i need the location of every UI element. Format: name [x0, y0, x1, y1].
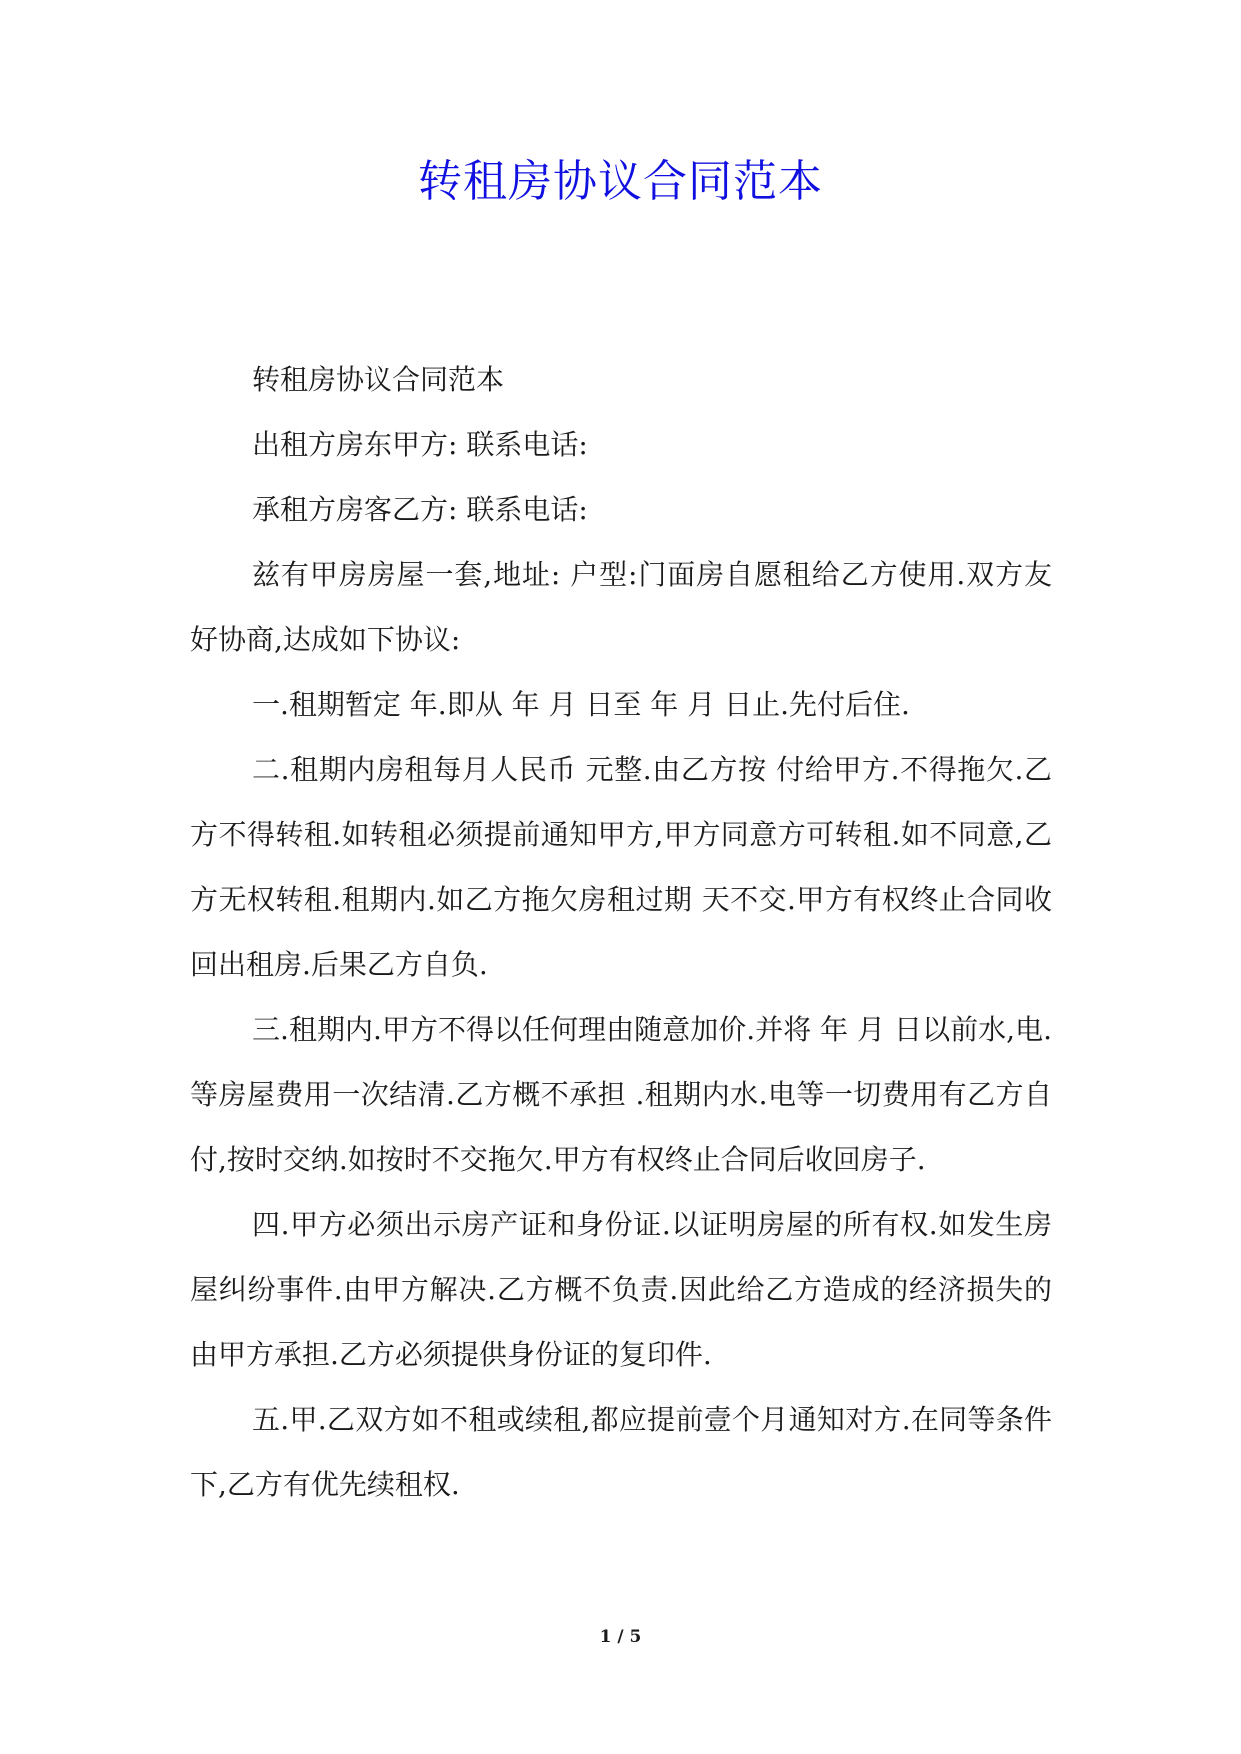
paragraph-heading: 转租房协议合同范本 — [252, 363, 505, 396]
paragraph-clause-5: 五.甲.乙双方如不租或续租,都应提前壹个月通知对方.在同等条件下,乙方有优先续租权. — [190, 1403, 1052, 1501]
paragraph-lessee: 承租方房客乙方: 联系电话: — [252, 493, 588, 526]
paragraph-clause-4: 四.甲方必须出示房产证和身份证.以证明房屋的所有权.如发生房屋纠纷事件.由甲方解决.乙方概不负责.因此给乙方造成的经济损失的由甲方承担.乙方必须提供身份证的复印件. — [190, 1208, 1052, 1371]
paragraph-premises: 兹有甲房房屋一套,地址: 户型:门面房自愿租给乙方使用.双方友好协商,达成如下协议: — [190, 558, 1052, 656]
paragraph-clause-1: 一.租期暂定 年.即从 年 月 日至 年 月 日止.先付后住. — [252, 688, 910, 721]
paragraph-clause-3: 三.租期内.甲方不得以任何理由随意加价.并将 年 月 日以前水,电.等房屋费用一次结清.乙方概不承担 .租期内水.电等一切费用有乙方自付,按时交纳.如按时不交拖欠.甲方有权终止合同后收回房子. — [190, 1013, 1052, 1176]
paragraph-lessor: 出租方房东甲方: 联系电话: — [252, 428, 588, 461]
paragraph-clause-2: 二.租期内房租每月人民币 元整.由乙方按 付给甲方.不得拖欠.乙方不得转租.如转租必须提前通知甲方,甲方同意方可转租.如不同意,乙方无权转租.租期内.如乙方拖欠房租过期 天不交.甲方有权终止合同收回出租房.后果乙方自负. — [190, 753, 1052, 981]
page-number: 1 / 5 — [599, 1627, 642, 1647]
document-body — [190, 347, 1052, 1517]
document-title: 转租房协议合同范本 — [418, 156, 823, 207]
